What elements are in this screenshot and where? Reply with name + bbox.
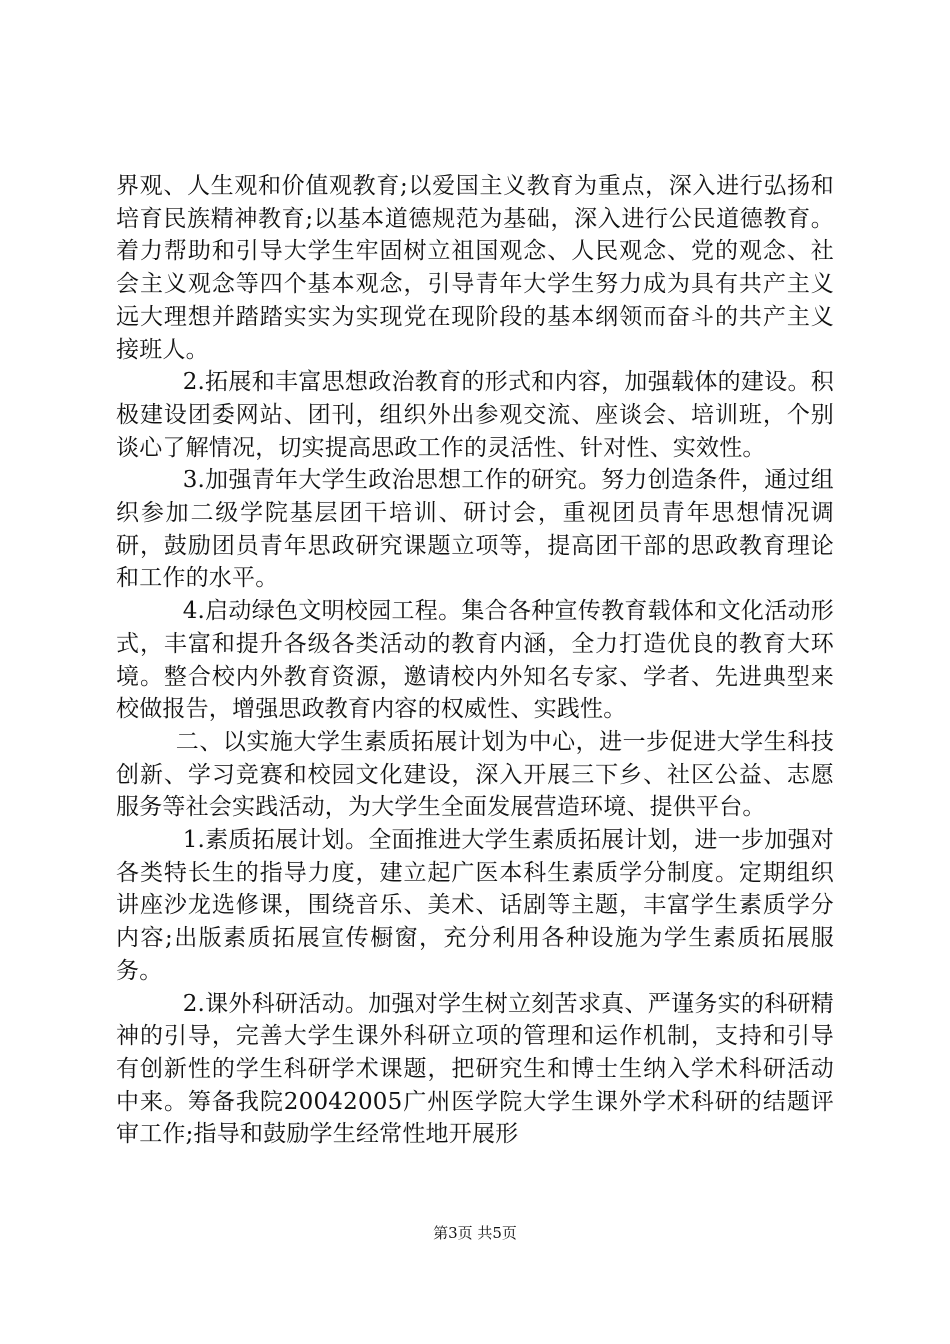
paragraph-item-4: 4.启动绿色文明校园工程。集合各种宣传教育载体和文化活动形式，丰富和提升各级各类活动的教育内涵，全力打造优良的教育大环境。整合校内外教育资源，邀请校内外知名专家、学者、先进典型来校做报告，增强思政教育内容的权威性、实践性。: [116, 598, 834, 723]
paragraph-research-activities: 2.课外科研活动。加强对学生树立刻苦求真、严谨务实的科研精神的引导，完善大学生课外科研立项的管理和运作机制，支持和引导有创新性的学生科研学术课题，把研究生和博士生纳入学术科研活动中来。筹备我院20042005广州医学院大学生课外学术科研的结题评审工作;指导和鼓励学生经常性地开展形: [116, 990, 834, 1148]
paragraph-item-2: 2.拓展和丰富思想政治教育的形式和内容，加强载体的建设。积极建设团委网站、团刊，组织外出参观交流、座谈会、培训班，个别谈心了解情况，切实提高思政工作的灵活性、针对性、实效性。: [116, 369, 834, 461]
paragraph-section-2: 二、以实施大学生素质拓展计划为中心，进一步促进大学生科技创新、学习竞赛和校园文化建设，深入开展三下乡、社区公益、志愿服务等社会实践活动，为大学生全面发展营造环境、提供平台。: [116, 728, 834, 821]
paragraph-quality-plan: 1.素质拓展计划。全面推进大学生素质拓展计划，进一步加强对各类特长生的指导力度，建立起广医本科生素质学分制度。定期组织讲座沙龙选修课，围绕音乐、美术、话剧等主题，丰富学生素质学分内容;出版素质拓展宣传橱窗，充分利用各种设施为学生素质拓展服务。: [116, 827, 834, 984]
document-body: [116, 170, 834, 1151]
paragraph-continuation: 界观、人生观和价值观教育;以爱国主义教育为重点，深入进行弘扬和培育民族精神教育;以基本道德规范为基础，深入进行公民道德教育。着力帮助和引导大学生牢固树立祖国观念、人民观念、党的观念、社会主义观念等四个基本观念，引导青年大学生努力成为具有共产主义远大理想并踏踏实实为实现党在现阶段的基本纲领而奋斗的共产主义接班人。: [116, 173, 834, 363]
paragraph-item-3: 3.加强青年大学生政治思想工作的研究。努力创造条件，通过组织参加二级学院基层团干培训、研讨会，重视团员青年思想情况调研，鼓励团员青年思政研究课题立项等，提高团干部的思政教育理论和工作的水平。: [116, 467, 834, 592]
page-footer: 第3页 共5页: [433, 1224, 517, 1242]
